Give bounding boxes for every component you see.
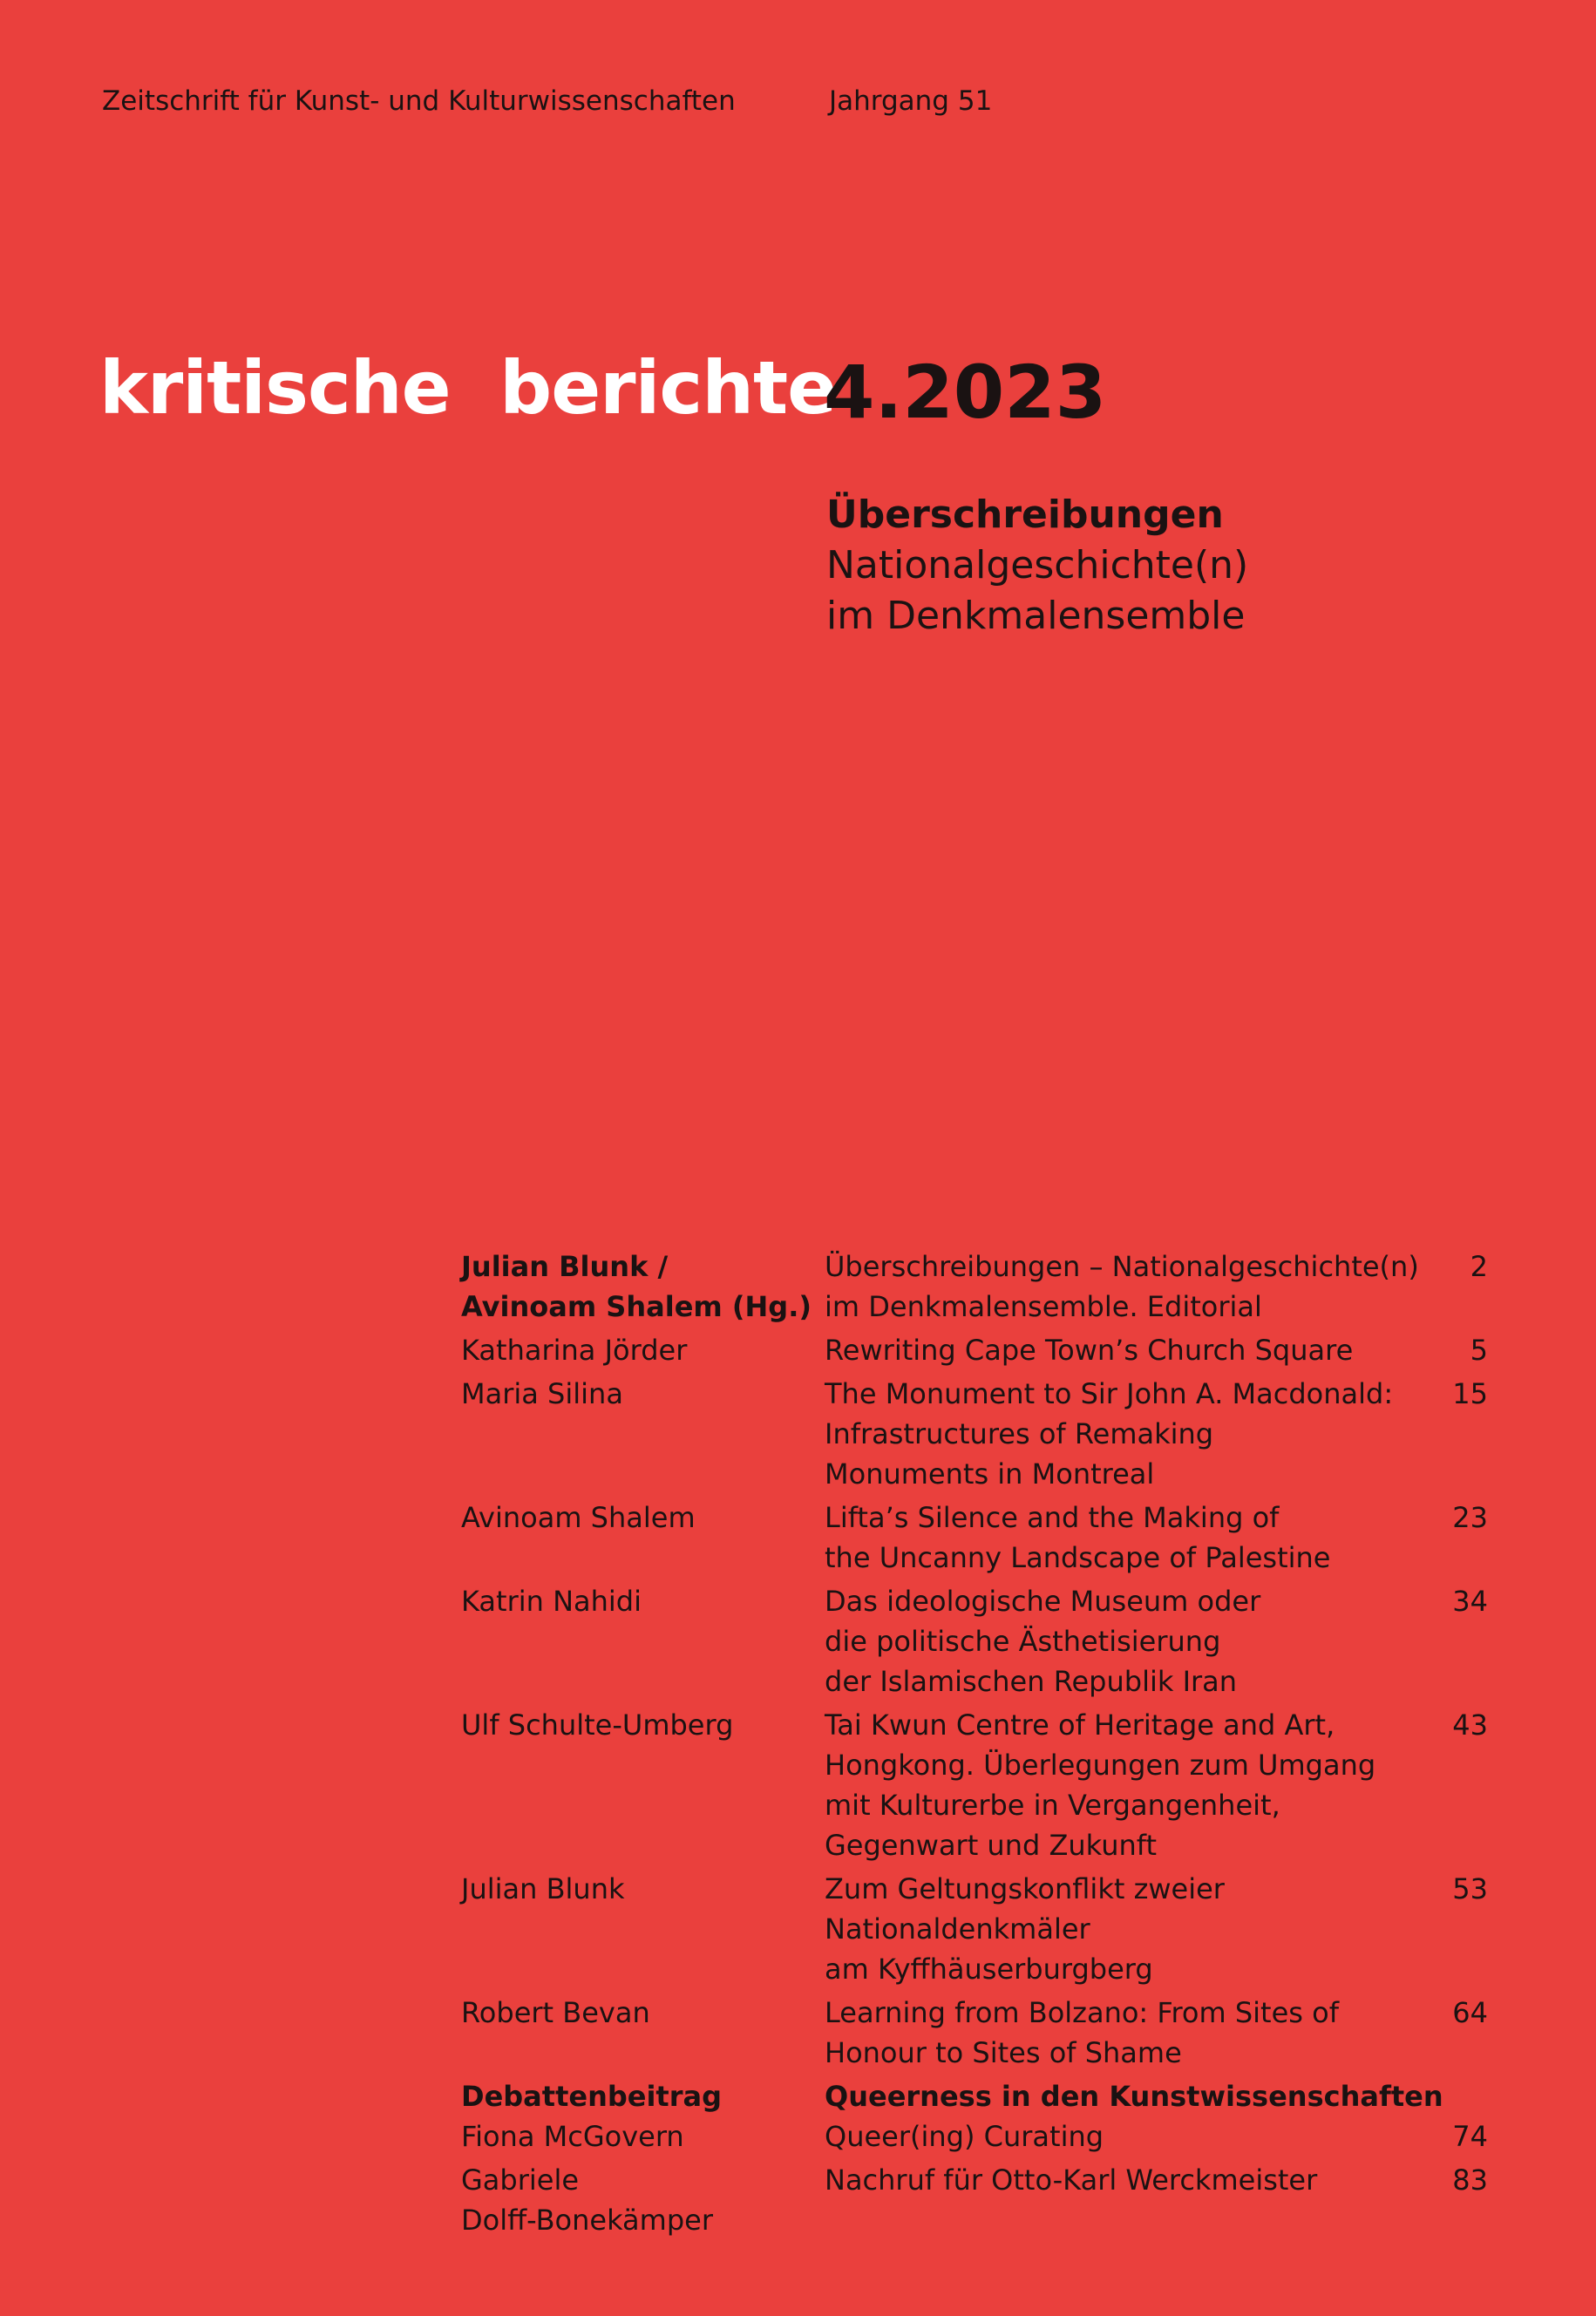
toc-title-line: Queerness in den Kunstwissenschaften (825, 2080, 1443, 2113)
toc-author-line: Debattenbeitrag (461, 2080, 722, 2113)
toc-author-line: Avinoam Shalem (461, 1501, 696, 1534)
issue-theme (826, 490, 1248, 642)
toc-title-line: Lifta’s Silence and the Making of (825, 1501, 1280, 1534)
toc-title (825, 1374, 1435, 1494)
toc-title-line: Monuments in Montreal (825, 1457, 1155, 1491)
toc-page-number: 2 (1470, 1250, 1488, 1283)
toc-title-line: Infrastructures of Remaking (825, 1417, 1214, 1450)
toc-title (825, 2076, 1443, 2116)
toc-title (825, 1993, 1435, 2073)
toc-author-line: Robert Bevan (461, 1996, 650, 2029)
theme-title: Überschreibungen (826, 492, 1224, 537)
toc-author (461, 1869, 810, 1909)
toc-page-number: 43 (1452, 1708, 1488, 1742)
toc-author (461, 1374, 810, 1414)
toc-title (825, 1498, 1435, 1578)
toc-title-line: Learning from Bolzano: From Sites of (825, 1996, 1339, 2029)
toc-author-line: Julian Blunk / (461, 1250, 669, 1283)
toc-page-number: 15 (1452, 1377, 1488, 1410)
toc-entry (0, 1498, 1596, 1578)
toc-entry (0, 1246, 1596, 1327)
toc-page-number: 64 (1452, 1996, 1488, 2029)
toc-title-line: Tai Kwun Centre of Heritage and Art, (825, 1708, 1335, 1742)
toc-author-line: Fiona McGovern (461, 2120, 684, 2153)
toc-author (461, 2160, 810, 2240)
toc-title-line: die politische Ästhetisierung (825, 1625, 1221, 1658)
toc-title-line: Nationaldenkmäler (825, 1912, 1090, 1946)
toc-title (825, 1581, 1435, 1701)
toc-author-line: Gabriele (461, 2163, 580, 2197)
toc-title-line: Gegenwart und Zukunft (825, 1829, 1158, 1862)
toc-title-line: Überschreibungen – Nationalgeschichte(n) (825, 1250, 1419, 1283)
toc-author-line: Katrin Nahidi (461, 1585, 642, 1618)
toc-entry (0, 1869, 1596, 1989)
toc-author-line: Ulf Schulte-Umberg (461, 1708, 734, 1742)
toc-author (461, 1498, 810, 1538)
toc-author (461, 2116, 810, 2156)
journal-subtitle: Zeitschrift für Kunst- und Kulturwissenschaften (102, 85, 736, 117)
toc-author (461, 1705, 810, 1745)
toc-author-line: Avinoam Shalem (Hg.) (461, 1290, 812, 1323)
toc-title-line: Honour to Sites of Shame (825, 2036, 1182, 2069)
toc-author (461, 1330, 810, 1370)
toc-title (825, 1869, 1435, 1989)
toc-title-line: the Uncanny Landscape of Palestine (825, 1541, 1331, 1574)
toc-title (825, 2116, 1435, 2156)
toc-author (461, 1993, 810, 2033)
toc-title-line: The Monument to Sir John A. Macdonald: (825, 1377, 1394, 1410)
toc-author-line: Maria Silina (461, 1377, 623, 1410)
toc-title (825, 2160, 1435, 2240)
toc-author-line: Julian Blunk (461, 1872, 625, 1905)
toc-title-line: Das ideologische Museum oder (825, 1585, 1261, 1618)
table-of-contents (0, 1246, 1596, 2240)
toc-author-line: Katharina Jörder (461, 1334, 688, 1367)
toc-author-line: Dolff-Bonekämper (461, 2204, 713, 2237)
toc-author (461, 2076, 810, 2116)
toc-title-line: im Denkmalensemble. Editorial (825, 1290, 1262, 1323)
toc-title (825, 1705, 1435, 1865)
toc-entry (0, 1330, 1596, 1370)
issue-number: 4.2023 (824, 350, 1107, 435)
toc-page-number: 5 (1470, 1334, 1488, 1367)
toc-author (461, 1581, 810, 1621)
toc-title-line: Nachruf für Otto-Karl Werckmeister (825, 2163, 1318, 2197)
toc-title (825, 1330, 1435, 1370)
toc-entry (0, 1581, 1596, 1701)
toc-title-line: Rewriting Cape Town’s Church Square (825, 1334, 1354, 1367)
theme-subtitle-line2: im Denkmalensemble (826, 594, 1246, 638)
toc-entry (0, 2076, 1596, 2116)
toc-entry (0, 1993, 1596, 2073)
toc-entry (0, 2160, 1596, 2240)
toc-page-number: 74 (1452, 2120, 1488, 2153)
toc-page-number: 53 (1452, 1872, 1488, 1905)
toc-entry (0, 1705, 1596, 1865)
toc-entry (0, 1374, 1596, 1494)
toc-title (825, 1246, 1435, 1327)
toc-page-number: 34 (1452, 1585, 1488, 1618)
toc-entry (0, 2116, 1596, 2156)
toc-title-line: der Islamischen Republik Iran (825, 1665, 1238, 1698)
toc-title-line: Queer(ing) Curating (825, 2120, 1104, 2153)
toc-title-line: Zum Geltungskonflikt zweier (825, 1872, 1225, 1905)
toc-title-line: am Kyffhäuserburgberg (825, 1953, 1153, 1986)
toc-page-number: 23 (1452, 1501, 1488, 1534)
toc-author (461, 1246, 810, 1327)
toc-page-number: 83 (1452, 2163, 1488, 2197)
journal-title: kritische berichte (99, 345, 837, 431)
toc-title-line: Hongkong. Überlegungen zum Umgang (825, 1749, 1376, 1782)
theme-subtitle-line1: Nationalgeschichte(n) (826, 543, 1249, 587)
volume-label: Jahrgang 51 (829, 85, 993, 117)
toc-title-line: mit Kulturerbe in Vergangenheit, (825, 1789, 1280, 1822)
